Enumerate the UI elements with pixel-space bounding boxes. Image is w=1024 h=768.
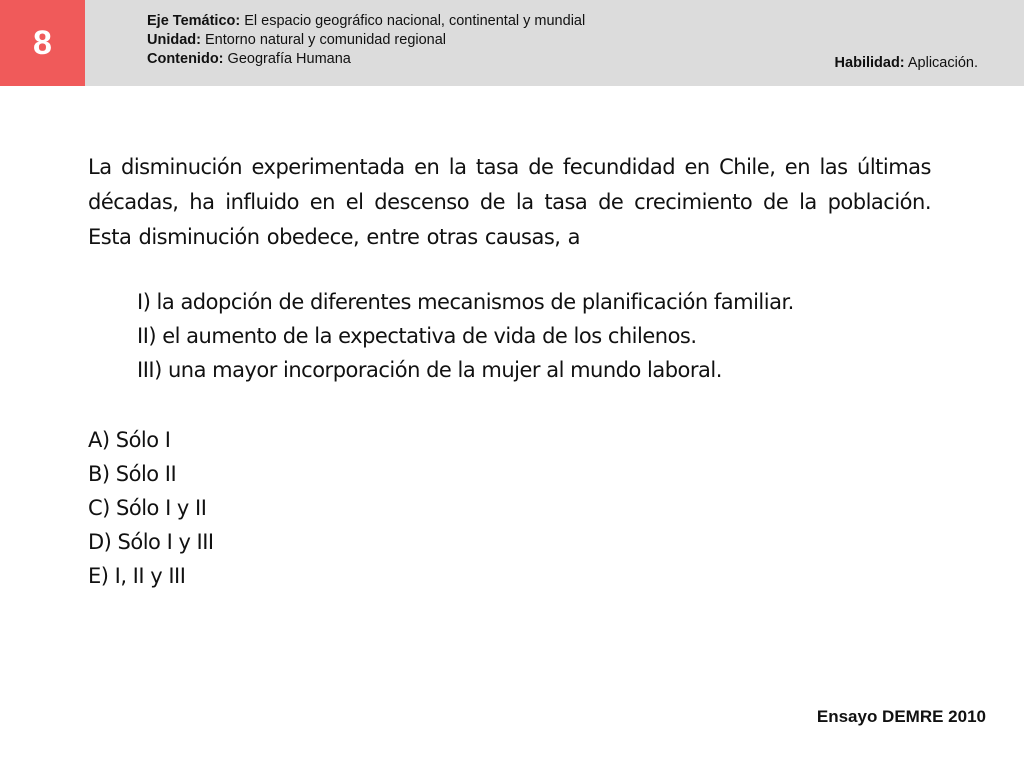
option-d: D) Sólo I y III xyxy=(88,530,214,554)
eje-label: Eje Temático: xyxy=(147,13,241,29)
unidad-label: Unidad: xyxy=(147,32,201,48)
statement-list xyxy=(137,285,794,387)
contenido-value: Geografía Humana xyxy=(227,51,351,67)
question-number-badge xyxy=(0,0,85,86)
question-number: 8 xyxy=(33,23,52,62)
header-meta xyxy=(147,12,585,69)
habilidad-label: Habilidad: xyxy=(834,55,905,71)
option-e: E) I, II y III xyxy=(88,564,186,588)
statement-item: II) el aumento de la expectativa de vida de los chilenos. xyxy=(137,324,697,348)
eje-line xyxy=(147,12,585,31)
unidad-line xyxy=(147,31,585,50)
option-c: C) Sólo I y II xyxy=(88,496,207,520)
statement-item: III) una mayor incorporación de la mujer al mundo laboral. xyxy=(137,358,722,382)
option-a: A) Sólo I xyxy=(88,428,171,452)
statement-item: I) la adopción de diferentes mecanismos de planificación familiar. xyxy=(137,290,794,314)
eje-value: El espacio geográfico nacional, continental y mundial xyxy=(244,13,586,29)
answer-options xyxy=(88,423,214,593)
unidad-value: Entorno natural y comunidad regional xyxy=(205,32,447,48)
contenido-line xyxy=(147,50,585,69)
habilidad-line xyxy=(835,54,978,73)
option-b: B) Sólo II xyxy=(88,462,177,486)
habilidad-value: Aplicación. xyxy=(907,55,978,71)
question-text: La disminución experimentada en la tasa de fecundidad en Chile, en las últimas décadas, ha influido en el descenso de la tasa de crecimiento de la población. Esta disminución obedece, entre otras causas, a xyxy=(88,155,931,249)
source-footer: Ensayo DEMRE 2010 xyxy=(816,707,986,726)
contenido-label: Contenido: xyxy=(147,51,224,67)
